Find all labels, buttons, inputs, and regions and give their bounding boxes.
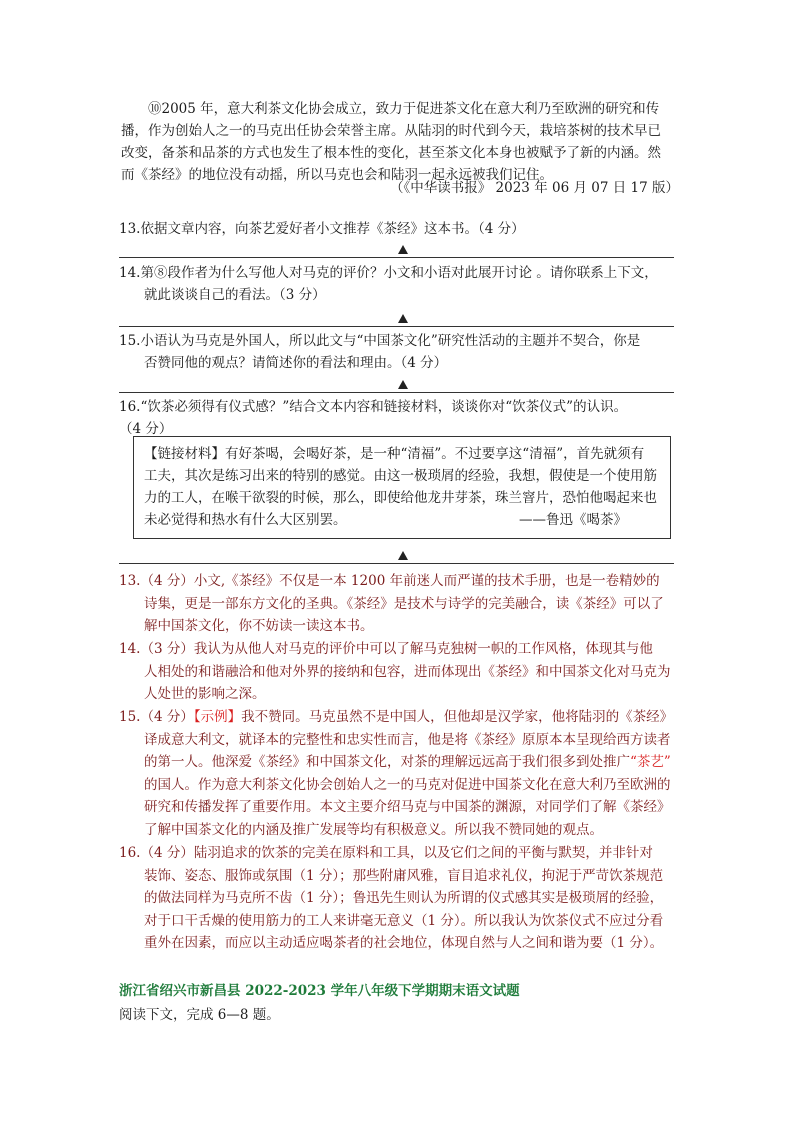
answer-line-text: 译成意大利文，就译本的完整性和忠实性而言，他是将《茶经》原原本本呈现给西方读者 — [144, 731, 671, 748]
section-title: 浙江省绍兴市新昌县 2022-2023 学年八年级下学期期末语文试题 — [119, 983, 520, 999]
answer-text: 我不赞同。马克虽然不是中国人，但他却是汉学家，他将陆羽的《茶经》 — [241, 709, 674, 725]
example-tag: 【示例】 — [193, 709, 242, 725]
answer-text: 的第一人。他深爱《茶经》和中国茶文化，对茶的理解远远高于我们很多到处推广 — [144, 754, 630, 770]
answer-line[interactable] — [119, 257, 674, 258]
answer-line[interactable] — [119, 392, 674, 393]
passage-line: 播，作为创始人之一的马克出任协会荣誉主席。从陆羽的时代到今天，栽培茶树的技术早已 — [121, 123, 661, 139]
section-instruction: 阅读下文，完成 6—8 题。 — [119, 1007, 280, 1023]
answer-15 — [119, 706, 679, 841]
link-material-line: 力的工人，在喉干欲裂的时候，那么，即使给他龙井芽茶，珠兰窨片，恐怕他喝起来也 — [144, 490, 657, 506]
answer-line[interactable] — [119, 326, 674, 327]
answer-triangle-icon — [398, 551, 408, 560]
link-material-line — [144, 509, 660, 531]
answer-16 — [119, 842, 679, 955]
question-line: （4 分） — [119, 421, 173, 437]
answer-line-text — [119, 706, 679, 729]
answer-14 — [119, 638, 679, 706]
answer-line-text: 对于口干舌燥的使用筋力的工人来讲毫无意义（1 分）。所以我认为饮茶仪式不应过分看 — [144, 912, 664, 929]
answer-line-text: 13.（4 分）小文,《茶经》不仅是一本 1200 年前迷人而严谨的技术手册，也是一卷精妙的 — [119, 573, 660, 589]
answer-line-text: 的做法同样为马克所不齿（1 分）；鲁迅先生则认为所谓的仪式感其实是极琐屑的经验， — [144, 890, 664, 906]
answer-line-text: 重外在因素，而应以主动适应喝茶者的社会地位，体现自然与人之间和谐为要（1 分）。 — [144, 935, 664, 951]
answer-line-text: 人相处的和谐融洽和他对外界的接纳和包容，进而体现出《茶经》和中国茶文化对马克为 — [144, 663, 671, 680]
answer-line-text: 16.（4 分）陆羽追求的饮茶的完美在原料和工具，以及它们之间的平衡与默契，并非针对 — [119, 845, 653, 861]
answer-line-text: 了解中国茶文化的内涵及推广发展等均有积极意义。所以我不赞同她的观点。 — [144, 821, 603, 838]
passage-source: （《中华读书报》 2023 年 06 月 07 日 17 版） — [390, 180, 679, 196]
passage-paragraph — [121, 98, 676, 186]
question-line: 否赞同他的观点？请简述你的看法和理由。（4 分） — [144, 355, 448, 371]
link-material-attribution: ——鲁迅《喝茶》 — [519, 512, 627, 528]
passage-line: 改变，备茶和品茶的方式也发生了根本性的变化，甚至茶文化本身也被赋予了新的内涵。然 — [121, 145, 661, 161]
answer-triangle-icon — [398, 380, 408, 389]
answer-line-text: 诗集，更是一部东方文化的圣典。《茶经》是技术与诗学的完美融合，读《茶经》可以了 — [144, 595, 664, 612]
question-line: 就此谈谈自己的看法。（3 分） — [144, 287, 326, 303]
link-material-box — [133, 436, 671, 539]
answer-13 — [119, 570, 679, 638]
link-material-line: 【链接材料】有好茶喝，会喝好茶，是一种“清福”。不过要享这“清福”，首先就须有 — [144, 446, 645, 462]
question-line: 14.第⑧段作者为什么写他人对马克的评价？小文和小语对此展开讨论 。请你联系上下文， — [119, 265, 658, 281]
passage-line: ⑩2005 年，意大利茶文化协会成立，致力于促进茶文化在意大利乃至欧洲的研究和传 — [148, 101, 660, 117]
answer-prefix: 15.（4 分） — [119, 709, 194, 725]
answer-triangle-icon — [398, 245, 408, 254]
answer-line-text: 研究和传播发挥了重要作用。本文主要介绍马克与中国茶的渊源，对同学们了解《茶经》 — [144, 799, 671, 815]
answer-triangle-icon — [398, 314, 408, 323]
answer-line-text: 解中国茶文化，你不妨读一读这本书。 — [144, 618, 374, 634]
chaiyi-term: “茶艺” — [630, 754, 671, 770]
passage-line: 而《茶经》的地位没有动摇，所以马克也会和陆羽一起永远被我们记住。 — [121, 167, 553, 183]
answer-line-text: 的国人。作为意大利茶文化协会创始人之一的马克对促进中国茶文化在意大利乃至欧洲的 — [144, 776, 671, 793]
question-line: 15.小语认为马克是外国人，所以此文与“中国茶文化”研究性活动的主题并不契合，你是 — [119, 333, 641, 349]
link-material-text: 未必觉得和热水有什么大区别罢。 — [144, 512, 347, 528]
question-15 — [119, 330, 674, 374]
question-14 — [119, 262, 674, 306]
answer-line-text — [119, 751, 679, 774]
question-16 — [119, 396, 674, 440]
link-material-line: 工夫，其次是练习出来的特别的感觉。由这一极琐屑的经验，我想，假使是一个使用筋 — [144, 468, 657, 484]
answer-line[interactable] — [119, 563, 674, 564]
question-13 — [119, 218, 674, 240]
question-line: 16.“饮茶必须得有仪式感？”结合文本内容和链接材料，谈谈你对“饮茶仪式”的认识。 — [119, 399, 628, 415]
answer-line-text: 装饰、姿态、服饰或氛围（1 分）；那些附庸风雅，盲目追求礼仪，拘泥于严苛饮茶规范 — [144, 867, 664, 884]
answer-line-text: 14.（3 分）我认为从他人对马克的评价中可以了解马克独树一帜的工作风格，体现其与他 — [119, 641, 653, 657]
answer-line-text: 人处世的影响之深。 — [144, 686, 266, 702]
question-line: 13.依据文章内容，向茶艺爱好者小文推荐《茶经》这本书。（4 分） — [119, 221, 525, 237]
